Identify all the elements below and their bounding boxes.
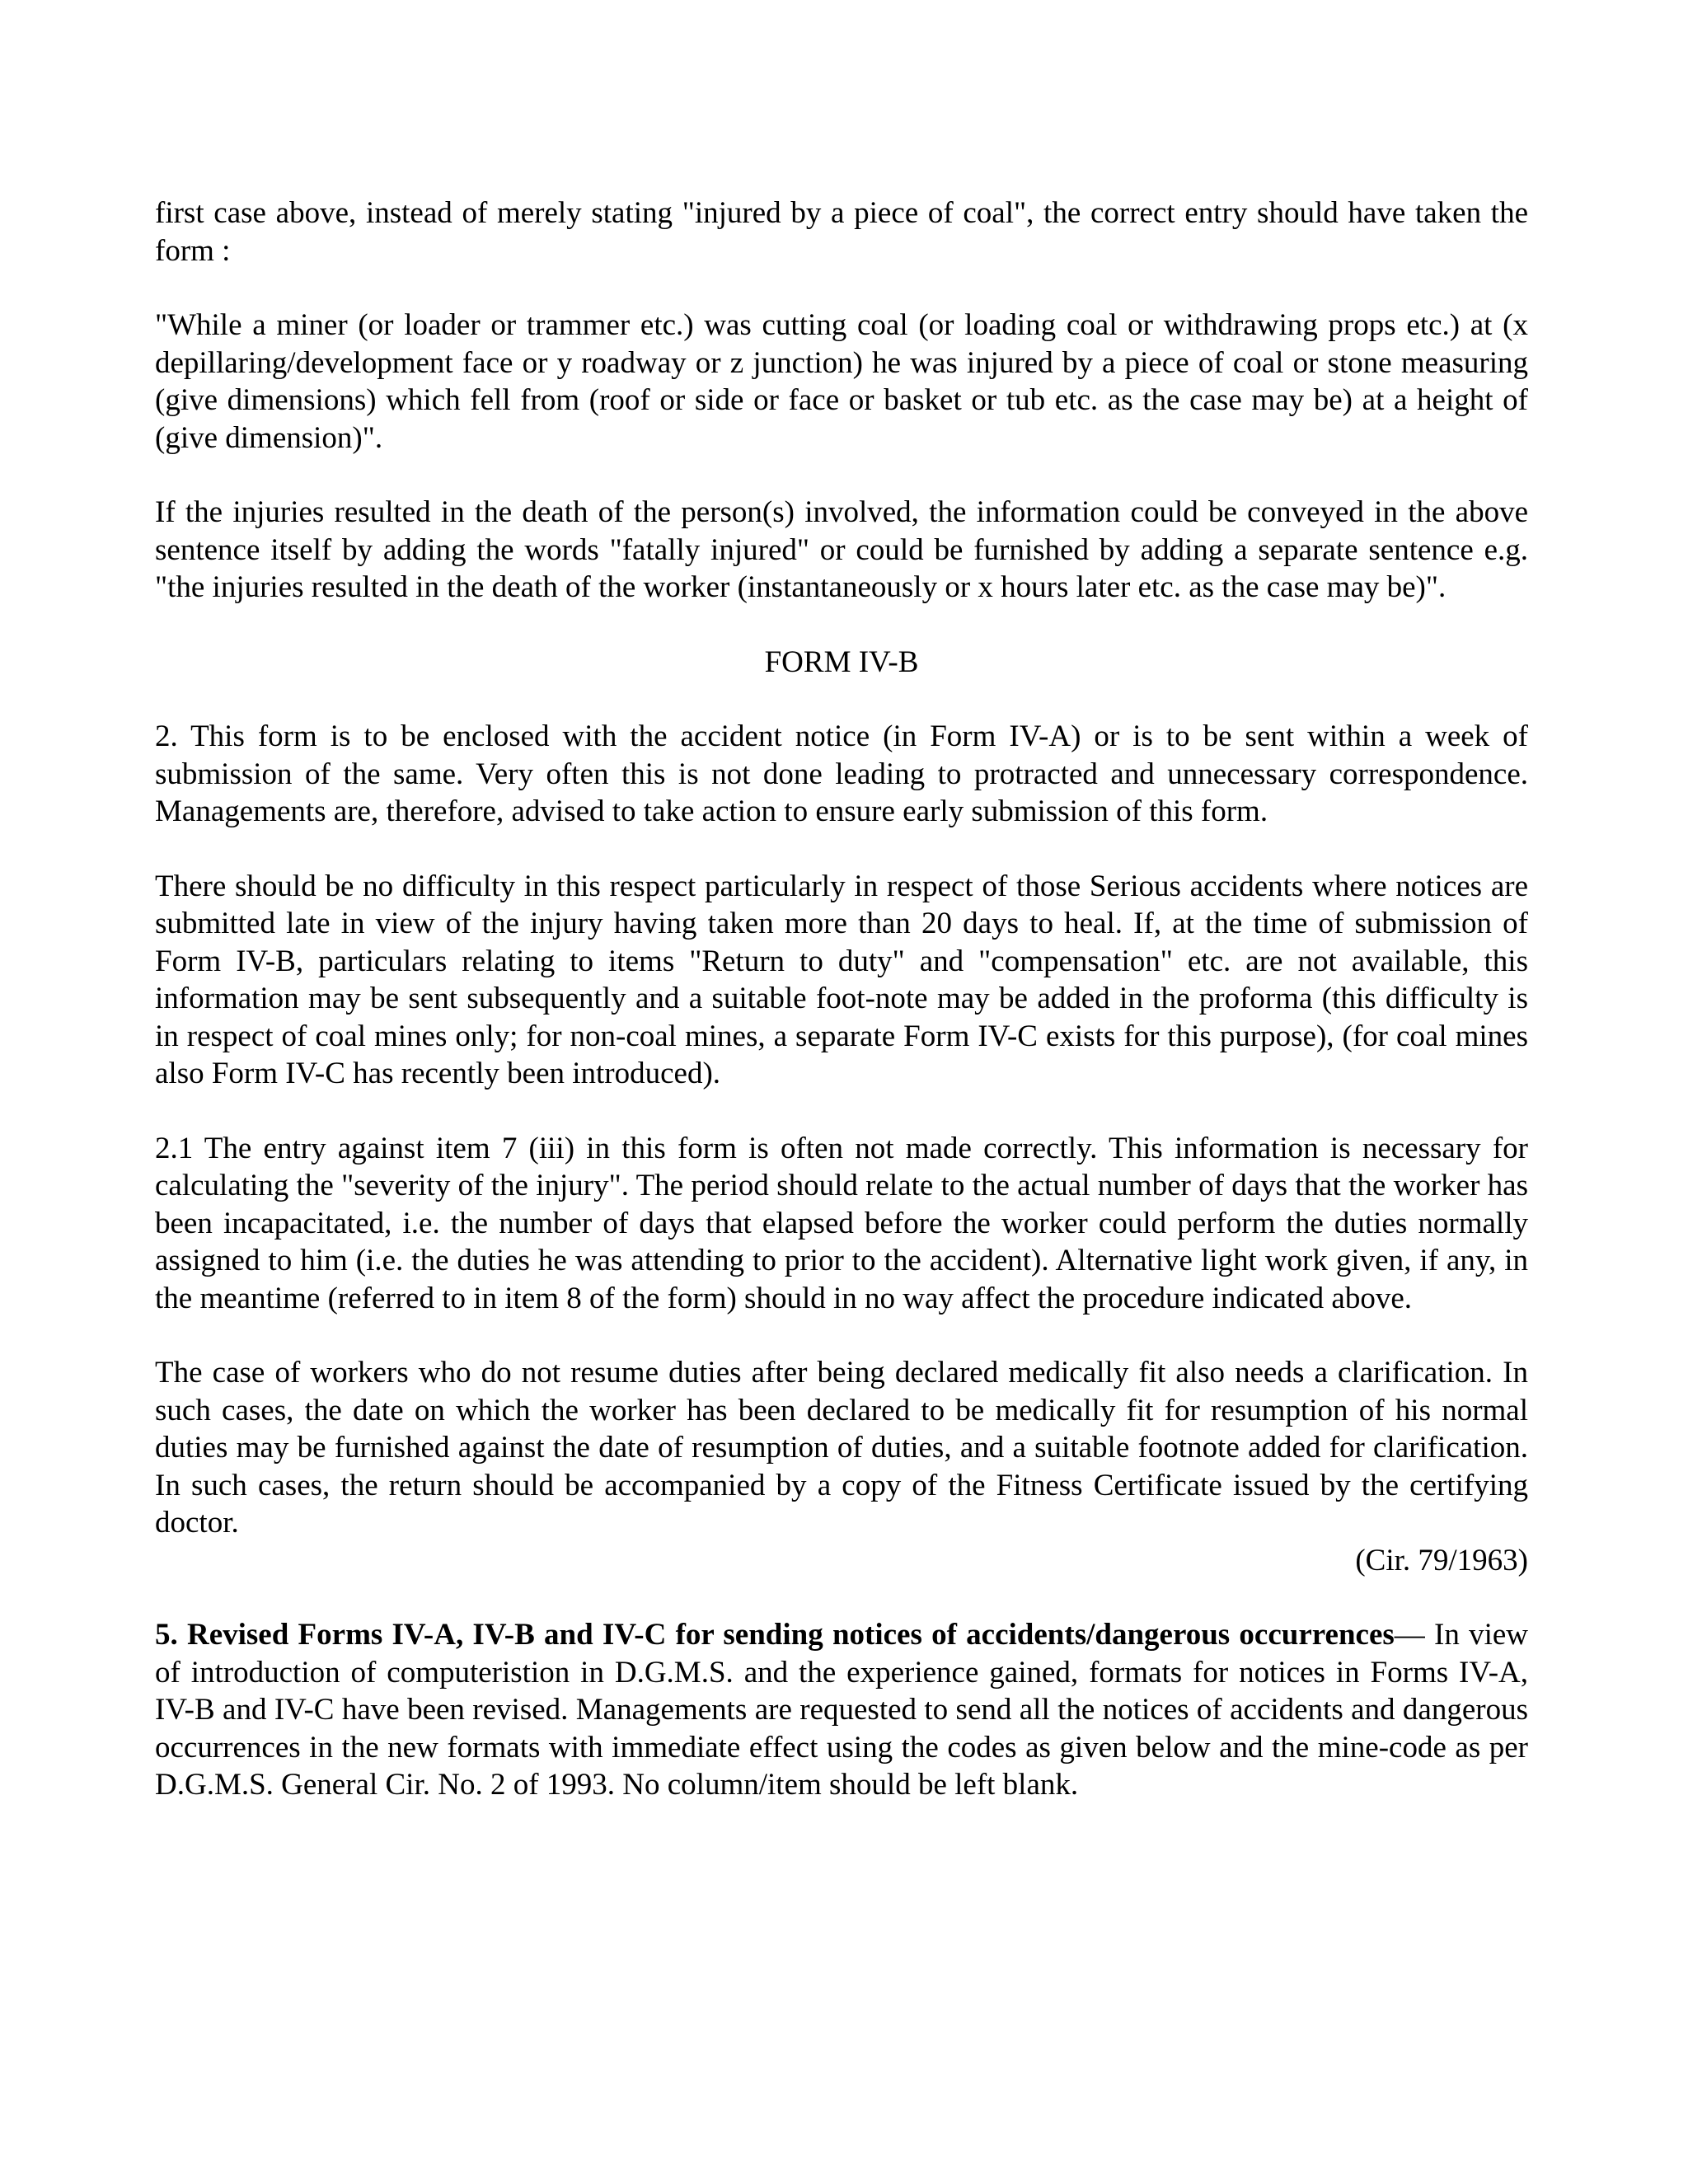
section-5-title: 5. Revised Forms IV-A, IV-B and IV-C for sending notices of accidents/dangerous occurrences (155, 1618, 1395, 1652)
circular-citation: (Cir. 79/1963) (1355, 1543, 1528, 1577)
paragraph-medically-fit: The case of workers who do not resume duties after being declared medically fit also needs a clarification. In such cases, the date on which the worker has been declared to be medically fit for resumption of his normal duties may be furnished against the date of resumption of duties, and a suitable footnote added for clarification. In such cases, the return should be accompanied by a copy of the Fitness Certificate issued by the certifying doctor. (155, 1356, 1528, 1540)
paragraph-example-entry: "While a miner (or loader or trammer etc.) was cutting coal (or loading coal or withdrawing props etc.) at (x depillaring/development face or y roadway or z junction) he was injured by a piece of coal or stone measuring (give dimensions) which fell from (roof or side or face or basket or tub etc. as the case may be) at a height of (give dimension)". (155, 308, 1528, 455)
paragraph-item-7: 2.1 The entry against item 7 (iii) in this form is often not made correctly. This information is necessary for calculating the "severity of the injury". The period should relate to the actual number of days that the worker has been incapacitated, i.e. the number of days that elapsed before the worker could perform the duties normally assigned to him (i.e. the duties he was attending to prior to the accident). Alternative light work given, if any, in the meantime (referred to in item 8 of the form) should in no way affect the procedure indicated above. (155, 1131, 1528, 1315)
paragraph-form-enclosure: 2. This form is to be enclosed with the accident notice (in Form IV-A) or is to be sent within a week of submission of the same. Very often this is not done leading to protracted and unnecessary correspondence. Managements are, therefore, advised to take action to ensure early submission of this form. (155, 719, 1528, 828)
document-page (155, 194, 1528, 1841)
section-5-dash: — (1394, 1618, 1425, 1652)
section-5 (155, 1616, 1528, 1804)
paragraph-fatal-injuries: If the injuries resulted in the death of the person(s) involved, the information could be conveyed in the above sentence itself by adding the words "fatally injured" or could be furnished by adding a separate sentence e.g. "the injuries resulted in the death of the worker (instantaneously or x hours later etc. as the case may be)". (155, 495, 1528, 604)
paragraph-serious-accidents: There should be no difficulty in this respect particularly in respect of those Serious accidents where notices are submitted late in view of the injury having taken more than 20 days to heal. If, at the time of submission of Form IV-B, particulars relating to items "Return to duty" and "compensation" etc. are not available, this information may be sent subsequently and a suitable foot-note may be added in the proforma (this difficulty is in respect of coal mines only; for non-coal mines, a separate Form IV-C exists for this purpose), (for coal mines also Form IV-C has recently been introduced). (155, 869, 1528, 1090)
paragraph-continuation: first case above, instead of merely stating "injured by a piece of coal", the correct entry should have taken the form : (155, 196, 1528, 268)
section-5-body: In view of introduction of computeristion in D.G.M.S. and the experience gained, formats for notices in Forms IV-A, IV-B and IV-C have been revised. Managements are requested to send all the notices of accidents and dangerous occurrences in the new formats with immediate effect using the codes as given below and the mine-code as per D.G.M.S. General Cir. No. 2 of 1993. No column/item should be left blank. (155, 1618, 1529, 1802)
form-heading: FORM IV-B (764, 644, 919, 679)
